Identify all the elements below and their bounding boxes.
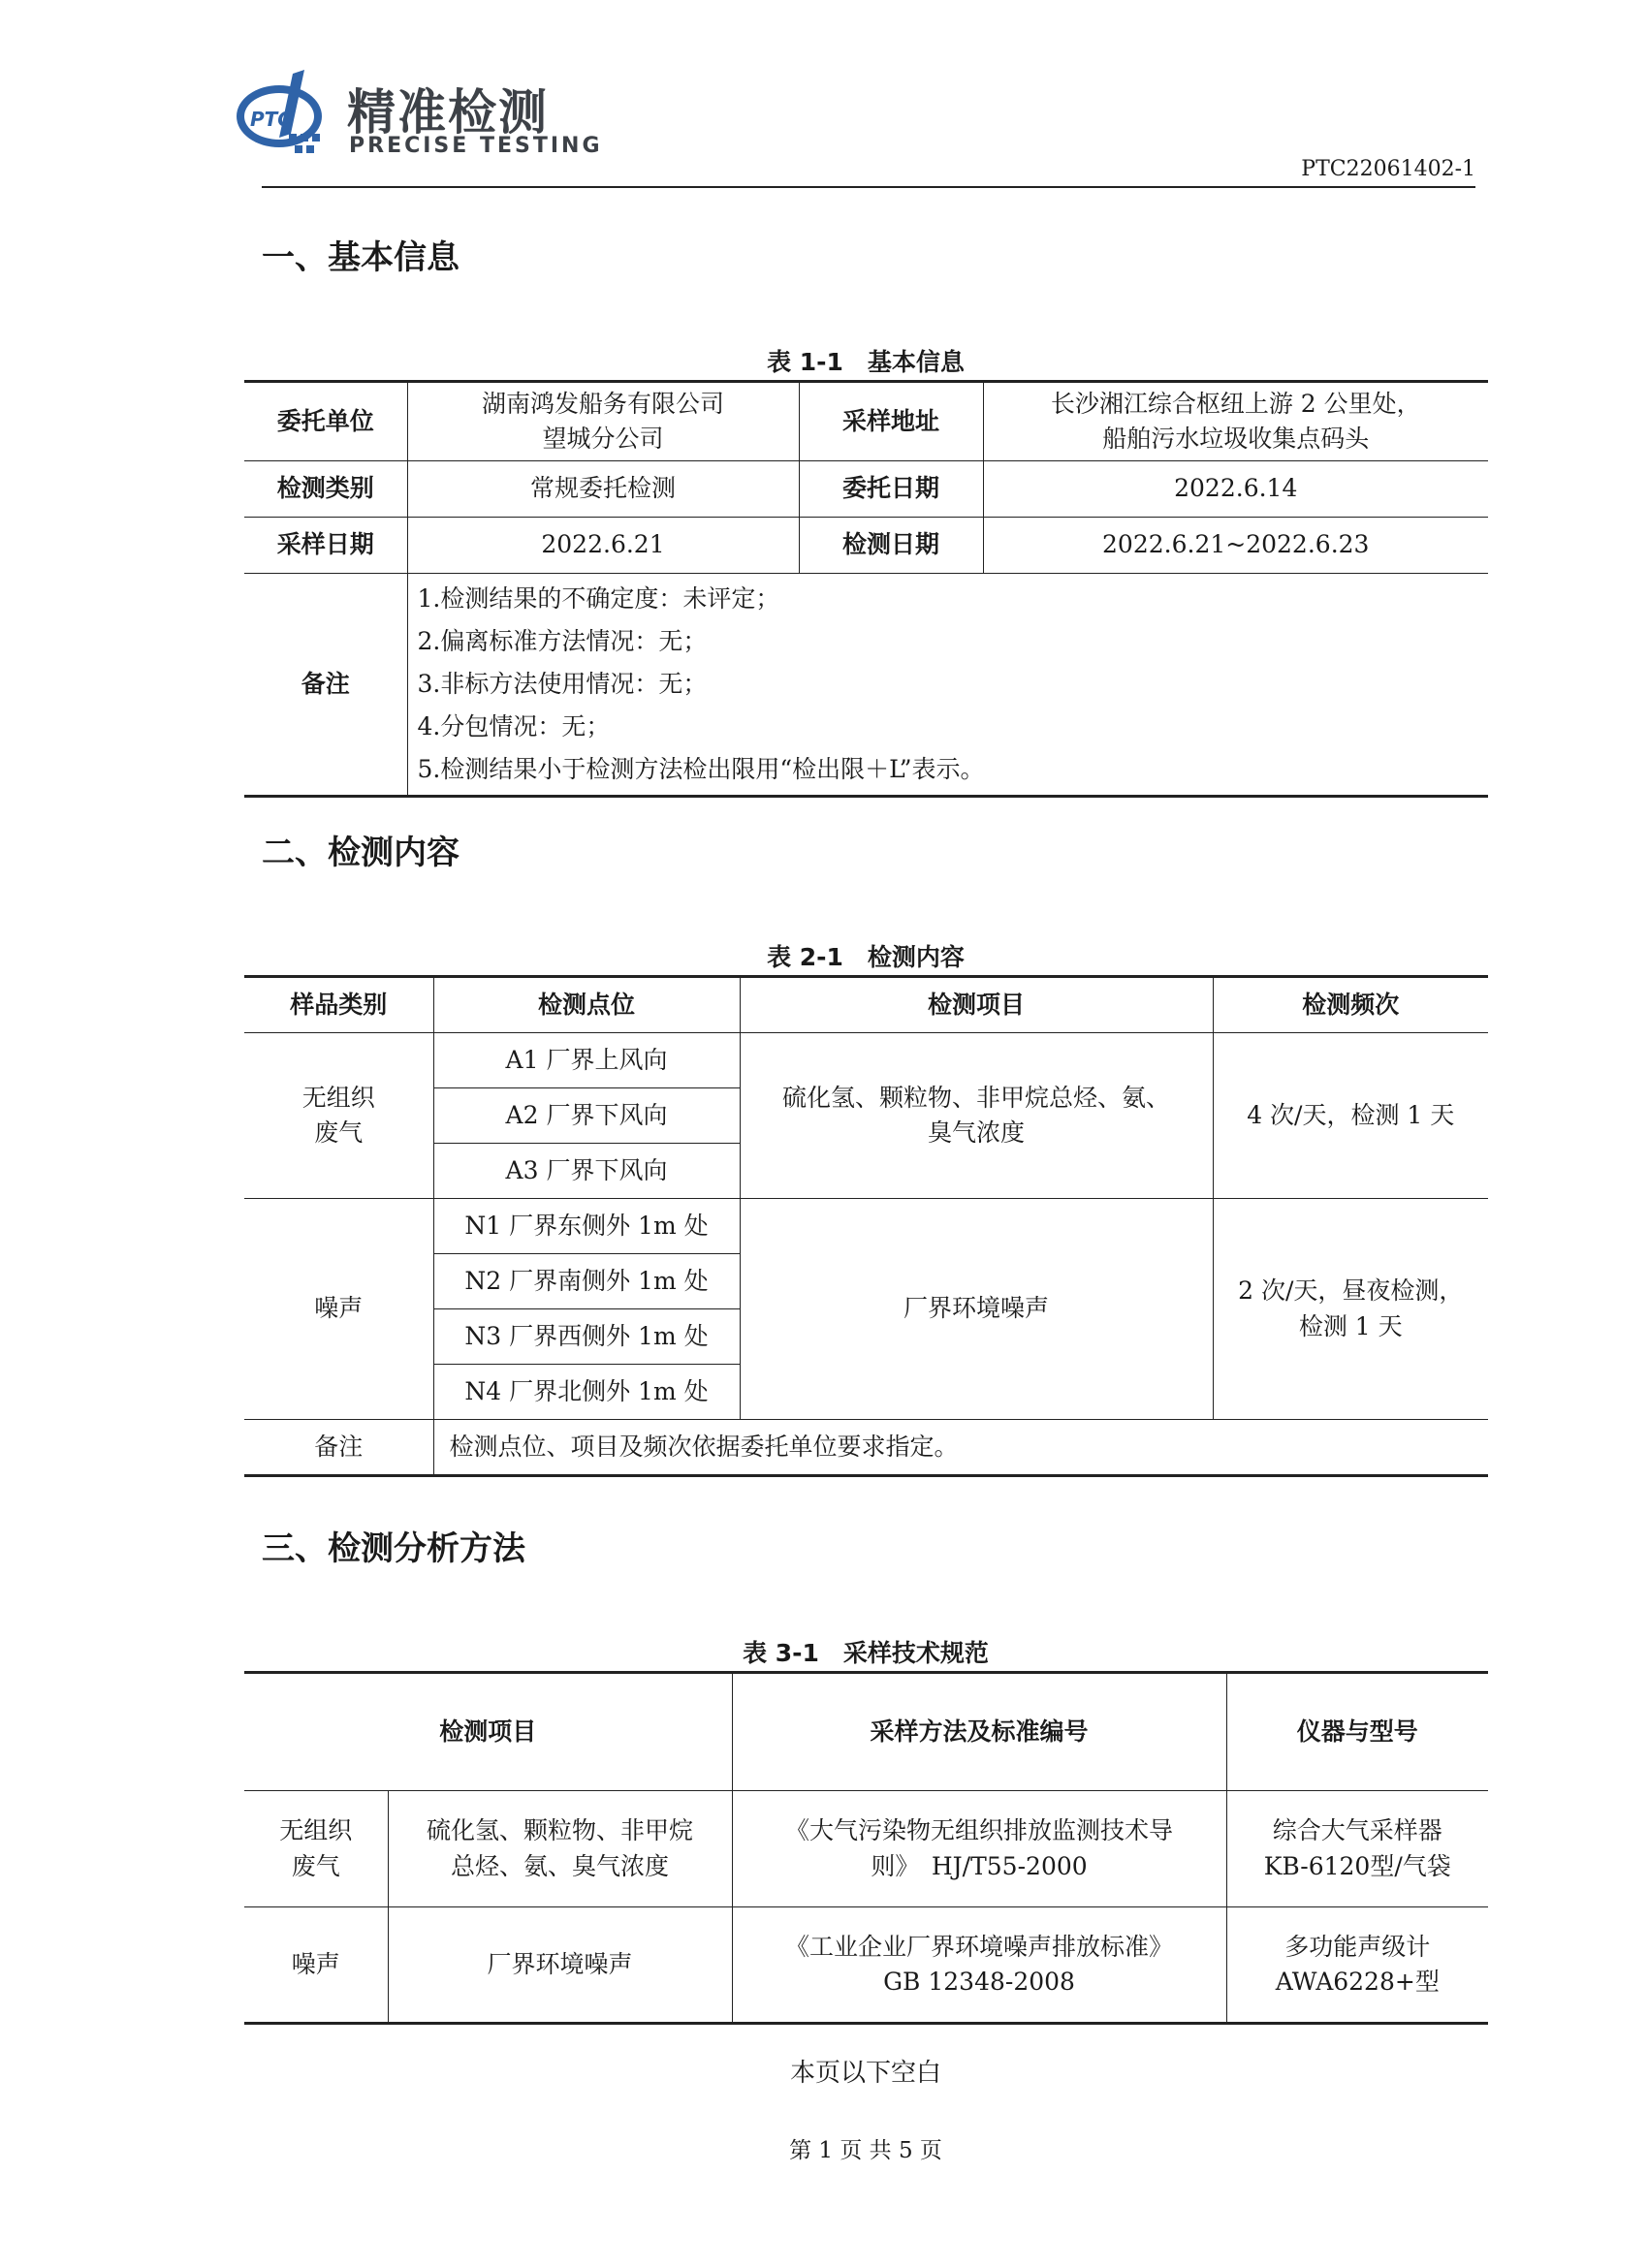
note-item: 4.分包情况：无；: [417, 712, 611, 740]
label-client: 委托单位: [244, 382, 407, 461]
test-point: N1 厂界东侧外 1m 处: [433, 1199, 740, 1254]
noise-items: 厂界环境噪声: [740, 1199, 1213, 1420]
sampling-spec-table: [244, 1671, 1488, 2025]
remark-text: 检测点位、项目及频次依据委托单位要求指定。: [433, 1420, 1488, 1476]
air-items: 硫化氢、颗粒物、非甲烷 总烃、氨、臭气浓度: [388, 1791, 732, 1907]
brand-name-en: PRECISE TESTING: [349, 134, 603, 158]
air-method: 《大气污染物无组织排放监测技术导 则》 HJ/T55-2000: [732, 1791, 1226, 1907]
test-point: A2 厂界下风向: [433, 1088, 740, 1144]
note-item: 1.检测结果的不确定度：未评定；: [417, 584, 780, 613]
company-logo: [233, 66, 601, 163]
svg-text:PTC: PTC: [250, 108, 292, 131]
table-row: [244, 518, 1488, 574]
table-row: [244, 382, 1488, 461]
test-point: N2 厂界南侧外 1m 处: [433, 1254, 740, 1309]
label-sampling-date: 采样日期: [244, 518, 407, 574]
note-item: 2.偏离标准方法情况：无；: [417, 627, 708, 655]
header-divider: [262, 186, 1475, 188]
value-client: 湖南鸿发船务有限公司 望城分公司: [407, 382, 799, 461]
value-test-date: 2022.6.21~2022.6.23: [983, 518, 1488, 574]
section-2-title: 二、检测内容: [262, 834, 460, 872]
label-sampling-address: 采样地址: [799, 382, 983, 461]
noise-category: 噪声: [244, 1907, 388, 2024]
document-number: PTC22061402-1: [1301, 157, 1475, 181]
header-test-item: 检测项目: [244, 1673, 732, 1791]
section-3-title: 三、检测分析方法: [262, 1529, 525, 1568]
table-header-row: [244, 977, 1488, 1033]
table-row: [244, 1791, 1488, 1907]
page-number: 第 1 页 共 5 页: [789, 2138, 942, 2163]
label-commission-date: 委托日期: [799, 461, 983, 518]
table-2-1-caption: 表 2-1 检测内容: [767, 943, 965, 971]
value-test-category: 常规委托检测: [407, 461, 799, 518]
table-row: [244, 1033, 1488, 1088]
header-test-item: 检测项目: [740, 977, 1213, 1033]
blank-below-note: 本页以下空白: [789, 2059, 941, 2088]
label-test-category: 检测类别: [244, 461, 407, 518]
header-instrument: 仪器与型号: [1226, 1673, 1488, 1791]
remark-label: 备注: [244, 1420, 433, 1476]
table-row: [244, 574, 1488, 797]
table-row: [244, 1199, 1488, 1254]
air-frequency: 4 次/天，检测 1 天: [1213, 1033, 1488, 1199]
table-row: [244, 1907, 1488, 2024]
noise-category: 噪声: [244, 1199, 433, 1420]
header-test-point: 检测点位: [433, 977, 740, 1033]
noise-method: 《工业企业厂界环境噪声排放标准》 GB 12348-2008: [732, 1907, 1226, 2024]
test-point: N3 厂界西侧外 1m 处: [433, 1309, 740, 1365]
value-sampling-address: 长沙湘江综合枢纽上游 2 公里处， 船舶污水垃圾收集点码头: [983, 382, 1488, 461]
noise-frequency: 2 次/天，昼夜检测， 检测 1 天: [1213, 1199, 1488, 1420]
table-row: [244, 1420, 1488, 1476]
table-1-1-caption: 表 1-1 基本信息: [767, 348, 965, 376]
brand-name-cn: 精准检测: [347, 84, 549, 141]
air-category: 无组织 废气: [244, 1033, 433, 1199]
label-test-date: 检测日期: [799, 518, 983, 574]
air-category: 无组织 废气: [244, 1791, 388, 1907]
test-point: A3 厂界下风向: [433, 1144, 740, 1199]
basic-info-table: [244, 380, 1488, 798]
table-header-row: [244, 1673, 1488, 1791]
value-sampling-date: 2022.6.21: [407, 518, 799, 574]
value-commission-date: 2022.6.14: [983, 461, 1488, 518]
ptc-globe-icon: [233, 66, 341, 163]
table-row: [244, 461, 1488, 518]
air-items: 硫化氢、颗粒物、非甲烷总烃、氨、 臭气浓度: [740, 1033, 1213, 1199]
test-point: N4 厂界北侧外 1m 处: [433, 1365, 740, 1420]
air-instrument: 综合大气采样器 KB-6120型/气袋: [1226, 1791, 1488, 1907]
label-notes: 备注: [244, 574, 407, 797]
header-sampling-method: 采样方法及标准编号: [732, 1673, 1226, 1791]
notes-cell: [407, 574, 1488, 797]
test-point: A1 厂界上风向: [433, 1033, 740, 1088]
note-item: 3.非标方法使用情况：无；: [417, 670, 708, 698]
section-1-title: 一、基本信息: [262, 238, 460, 277]
noise-instrument: 多功能声级计 AWA6228+型: [1226, 1907, 1488, 2024]
note-item: 5.检测结果小于检测方法检出限用“检出限＋L”表示。: [417, 755, 985, 783]
table-3-1-caption: 表 3-1 采样技术规范: [743, 1639, 989, 1667]
noise-items: 厂界环境噪声: [388, 1907, 732, 2024]
header-test-frequency: 检测频次: [1213, 977, 1488, 1033]
test-content-table: [244, 975, 1488, 1477]
header-sample-type: 样品类别: [244, 977, 433, 1033]
